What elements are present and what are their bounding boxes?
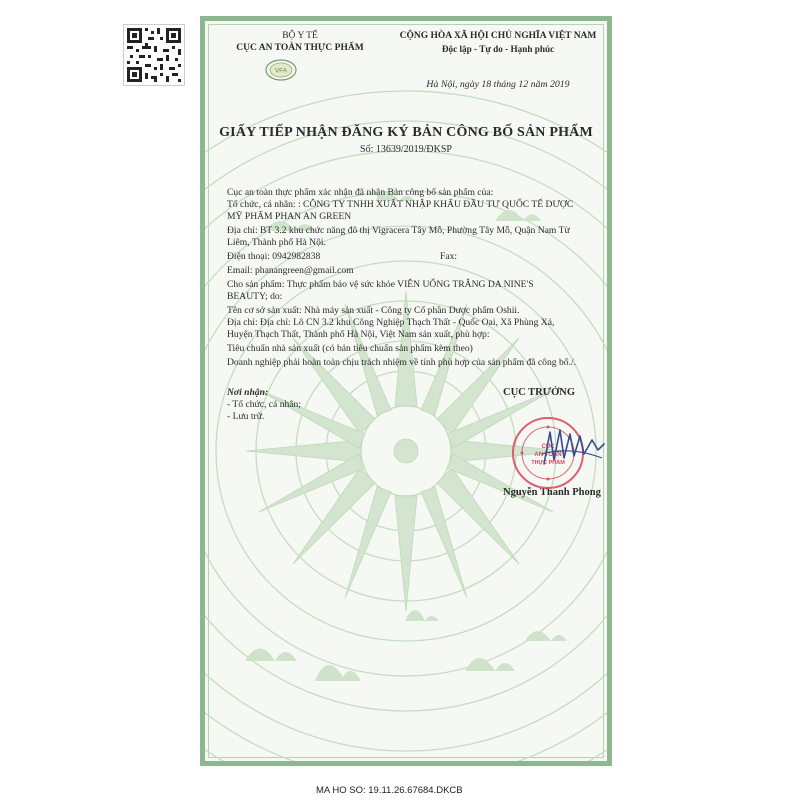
qr-code xyxy=(123,24,185,86)
recipient-item: - Lưu trữ. xyxy=(227,411,265,422)
department-name: CỤC AN TOÀN THỰC PHẨM xyxy=(236,43,364,53)
product-line-1: Cho sản phẩm: Thực phẩm bảo vệ sức khỏe VIÊN UỐNG TRẮNG DA NINE'S xyxy=(227,279,534,290)
certificate-document xyxy=(200,16,612,766)
issue-date: Hà Nội, ngày 18 tháng 12 năm 2019 xyxy=(426,79,570,90)
fax-number: Fax: xyxy=(440,251,458,262)
phone-number: Điện thoại: 0942982838 xyxy=(227,251,321,262)
address-line-2: Liêm, Thành phố Hà Nội. xyxy=(227,237,326,248)
document-title: GIẤY TIẾP NHẬN ĐĂNG KÝ BẢN CÔNG BỐ SẢN PHẨM xyxy=(219,125,593,140)
ministry-name: BỘ Y TẾ xyxy=(282,31,318,41)
organization-line-1: Tổ chức, cá nhân: : CÔNG TY TNHH XUẤT NHẬP KHẨU ĐẦU TƯ QUỐC TẾ DƯỢC xyxy=(227,199,574,210)
responsibility-statement: Doanh nghiệp phải hoàn toàn chịu trách nhiệm về tính phù hợp của sản phẩm đã công bố./. xyxy=(227,357,577,368)
email-address: Email: phanangreen@gmail.com xyxy=(227,265,354,276)
republic-name: CỘNG HÒA XÃ HỘI CHỦ NGHĨA VIỆT NAM xyxy=(399,31,597,41)
registration-number: Số: 13639/2019/ĐKSP xyxy=(360,144,452,155)
dossier-code: MA HO SO: 19.11.26.67684.DKCB xyxy=(316,785,463,796)
logo-text: VFA xyxy=(274,67,288,75)
svg-text:THỰC PHẨM: THỰC PHẨM xyxy=(531,460,565,466)
signer-name: Nguyễn Thanh Phong xyxy=(503,487,601,498)
handwritten-signature xyxy=(540,424,608,474)
manufacturer-name: Tên cơ sở sản xuất: Nhà máy sản xuất - Công ty Cổ phần Dược phẩm Oshii. xyxy=(227,305,520,316)
product-line-2: BEAUTY; do: xyxy=(227,291,283,302)
manufacturer-address-2: Huyện Thạch Thất, Thành phố Hà Nội, Việt Nam sản xuất, phù hợp: xyxy=(227,329,490,340)
signer-position: CỤC TRƯỞNG xyxy=(503,387,576,398)
address-line-1: Địa chỉ: BT 3.2 khu chức năng đô thị Vigracera Tây Mỗ, Phường Tây Mỗ, Quận Nam Từ xyxy=(227,225,570,236)
product-standard: Tiêu chuẩn nhà sản xuất (có bản tiêu chuẩn sản phẩm kèm theo) xyxy=(227,343,473,354)
manufacturer-address-1: Địa chỉ: Địa chỉ: Lô CN 3.2 khu Công Nghiệp Thạch Thất - Quốc Oai, Xã Phùng Xá, xyxy=(227,317,555,328)
vfa-logo xyxy=(265,58,297,82)
recipient-item: - Tổ chức, cá nhân; xyxy=(227,399,302,410)
svg-text:AN TOÀN: AN TOÀN xyxy=(534,452,562,458)
intro-text: Cục an toàn thực phẩm xác nhận đã nhận Bản công bố sản phẩm của: xyxy=(227,187,494,198)
svg-text:CỤC: CỤC xyxy=(541,444,555,450)
organization-line-2: MỸ PHẨM PHAN AN GREEN xyxy=(227,211,352,222)
recipients-heading: Nơi nhận: xyxy=(227,387,269,398)
national-motto: Độc lập - Tự do - Hạnh phúc xyxy=(441,44,555,54)
